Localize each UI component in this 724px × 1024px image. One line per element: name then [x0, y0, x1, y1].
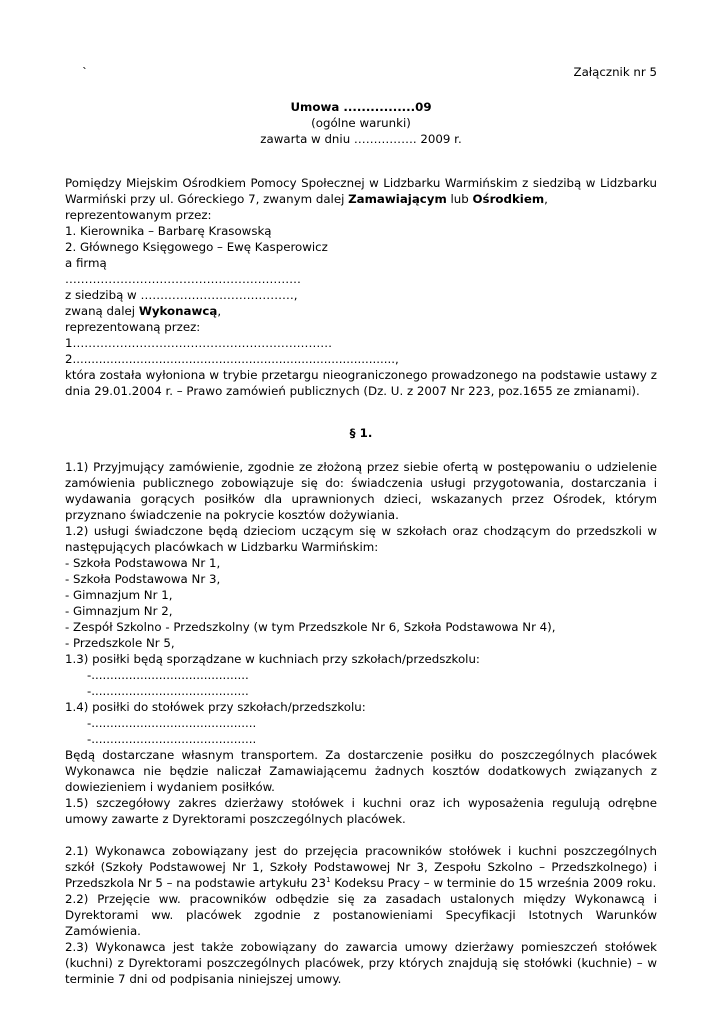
school-item: - Gimnazjum Nr 2, [65, 604, 173, 618]
contractor-called-line [65, 303, 657, 319]
school-item: - Gimnazjum Nr 1, [65, 588, 173, 602]
section-1-body [65, 459, 657, 827]
clause-1-5: 1.5) szczegółowy zakres dzierżawy stołówek i kuchni oraz ich wyposażenia regulują odrębne umowy zawarte z Dyrektorami poszczególnych placówek. [65, 796, 657, 826]
school-item: - Szkoła Podstawowa Nr 1, [65, 556, 221, 570]
selection-clause: która została wyłoniona w trybie przetargu nieograniczonego prowadzonego na podstawie ustawy z dnia 29.01.2004 r. – Prawo zamówień publicznych (Dz. U. z 2007 Nr 223, poz.1655 ze zmianami). [65, 368, 657, 398]
representative-2: 2. Głównego Księgowego – Ewę Kasperowicz [65, 240, 328, 254]
contract-title-block [65, 99, 657, 147]
section-1-heading: § 1. [349, 426, 373, 440]
clause-2-1-superscript: 1 [326, 876, 331, 885]
school-item: - Przedszkole Nr 5, [65, 636, 175, 650]
clause-2-3: 2.3) Wykonawca jest także zobowiązany do zawarcia umowy dzierżawy pomieszczeń stołówek (kuchni) z Dyrektorami poszczególnych placówek, przy których znajdują się stołówki (kuchnie) – w terminie 7 dni od podpisania niniejszej umowy. [65, 940, 657, 986]
contractor-rep-1: 1………………………………………………………… [65, 336, 333, 350]
contract-date-line: zawarta w dniu ……………. 2009 r. [260, 132, 462, 146]
parties-intro [65, 175, 657, 207]
contractor-called-end: , [217, 304, 222, 318]
contract-subtitle: (ogólne warunki) [311, 116, 411, 130]
contractor-called-bold: Wykonawcą [138, 304, 218, 318]
representative-1: 1. Kierownika – Barbarę Krasowską [65, 224, 272, 238]
stray-mark: ` [82, 65, 88, 79]
contractor-called-text: zwaną dalej [65, 304, 139, 318]
clause-2-1 [65, 843, 657, 891]
clause-1-3: 1.3) posiłki będą sporządzane w kuchniach przy szkołach/przedszkolu: [65, 652, 480, 666]
school-item: - Szkoła Podstawowa Nr 3, [65, 572, 221, 586]
clause-1-1: 1.1) Przyjmujący zamówienie, zgodnie ze złożoną przez siebie ofertą w postępowaniu o udzielenie zamówienia publicznego zobowiązuje się do: świadczenia usługi przygotowania, dostarczania i wydawania gorących posiłków dla uprawnionych dzieci, wskazanych przez Ośrodek, którym przyznano świadczenie na pokrycie kosztów dożywiania. [65, 460, 657, 522]
and-firm-label: a firmą [65, 256, 107, 270]
parties-intro-end: , [544, 192, 548, 206]
canteen-blank-item: -............................................ [87, 716, 257, 730]
section-2-body [65, 843, 657, 987]
firm-name-blank: …………………………………………………… [65, 272, 301, 286]
clause-2-2: 2.2) Przejęcie ww. pracowników odbędzie się za zasadach ustalonych między Wykonawcą i Dyrektorami ww. placówek zgodnie z postanowieniami Specyfikacji Istotnych Warunków Zamówienia. [65, 892, 657, 938]
document-page [65, 64, 657, 987]
parties-intro-bold-center: Ośrodkiem [472, 192, 545, 206]
clause-1-2: 1.2) usługi świadczone będą dzieciom uczącym się w szkołach oraz chodzącym do przedszkoli w następujących placówkach w Lidzbarku Warmińskim: [65, 524, 657, 554]
kitchen-blank-item: -.......................................... [87, 668, 249, 682]
parties-block [65, 175, 657, 399]
kitchen-blank-item: -.......................................... [87, 684, 249, 698]
clause-2-1-text: 2.1) Wykonawca zobowiązany jest do przejęcia pracowników stołówek i kuchni poszczególnych szkół (Szkoły Podstawowej Nr 1, Szkoły Podstawowej Nr 3, Zespołu Szkolno – Przedszkolnego) i Przedszkola Nr 5 – na podstawie artykułu 23 [65, 844, 657, 890]
contract-title: Umowa ................09 [290, 100, 432, 114]
seat-line: z siedzibą w …………………………………, [65, 288, 298, 302]
school-item: - Zespół Szkolno - Przedszkolny (w tym Przedszkole Nr 6, Szkoła Podstawowa Nr 4), [65, 620, 556, 634]
clause-2-1-end: Kodeksu Pracy – w terminie do 15 września 2009 roku. [330, 876, 657, 890]
transport-clause: Będą dostarczane własnym transportem. Za dostarczenie posiłku do poszczególnych placówek Wykonawca nie będzie naliczał Zamawiającemu żadnych kosztów dodatkowych związanych z dowiezieniem i wydaniem posiłków. [65, 748, 657, 794]
represented-label: reprezentowanym przez: [65, 208, 212, 222]
contractor-rep-2: 2......................................................................................, [65, 352, 399, 366]
parties-intro-text: Pomiędzy Miejskim Ośrodkiem Pomocy Społecznej w Lidzbarku Warmińskim z siedzibą w Lidzbarku Warmiński przy ul. Góreckiego 7, zwanym dalej [65, 176, 657, 206]
parties-intro-bold-ordering: Zamawiającym [348, 192, 447, 206]
annex-label: Załącznik nr 5 [573, 65, 657, 79]
represented2-label: reprezentowaną przez: [65, 320, 201, 334]
parties-intro-conjunction: lub [446, 192, 473, 206]
clause-1-4: 1.4) posiłki do stołówek przy szkołach/przedszkolu: [65, 700, 366, 714]
canteen-blank-item: -............................................ [87, 732, 257, 746]
